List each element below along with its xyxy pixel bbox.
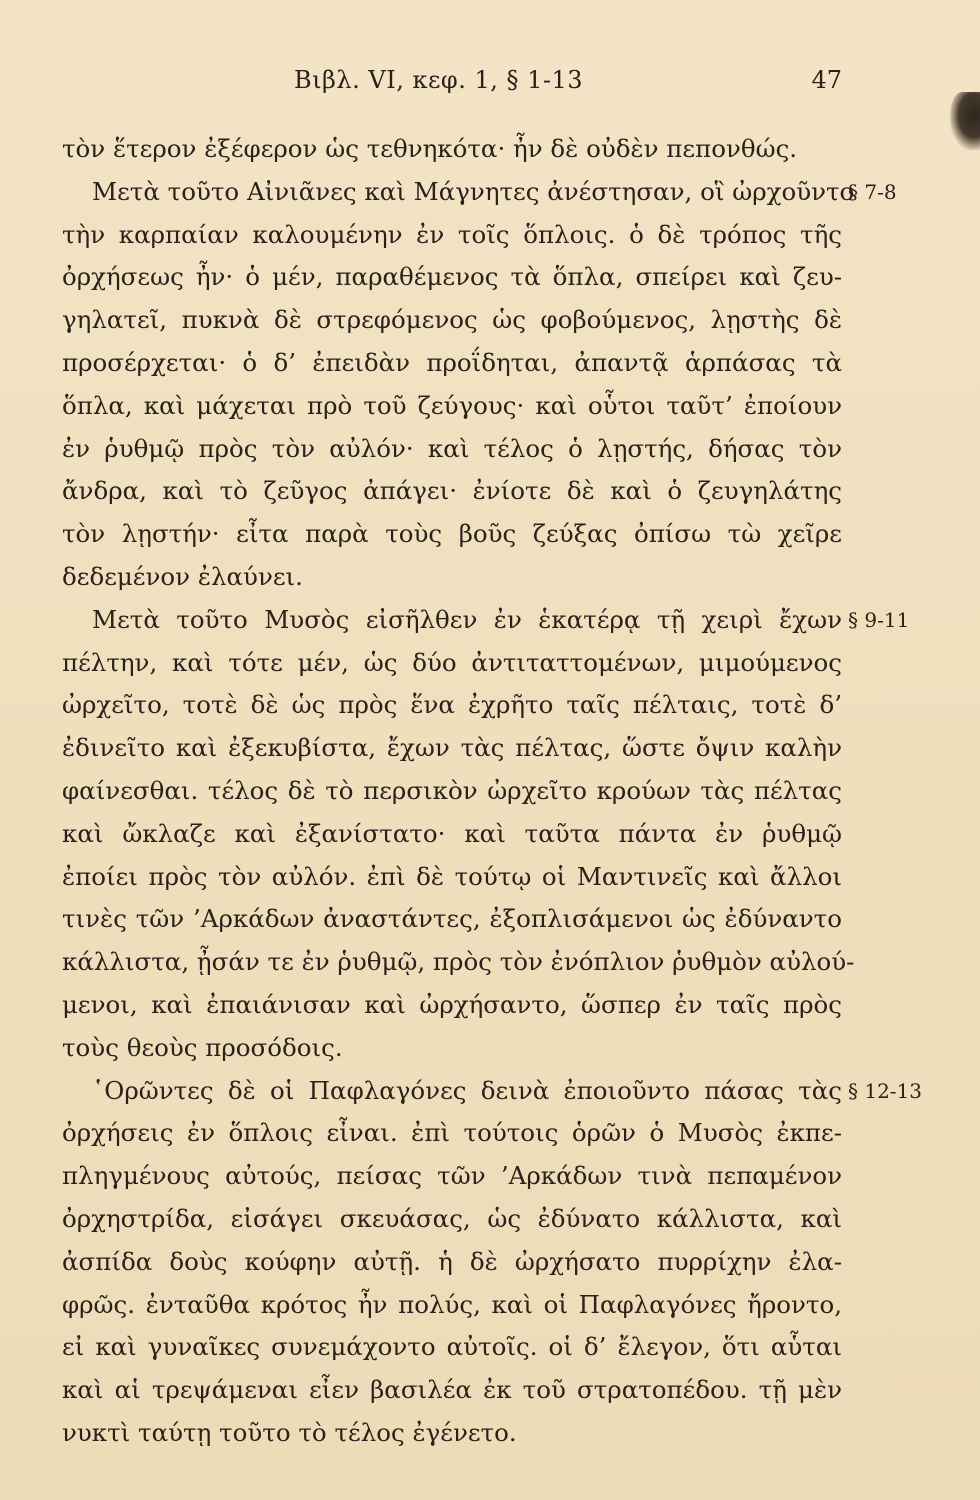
text-line-content: τοὺς θεοὺς προσόδοις.: [62, 1032, 343, 1062]
text-line-content: ἀσπίδα δοὺς κούφην αὐτῇ. ἡ δὲ ὠρχήσατο πυρρίχην ἐλα-: [62, 1246, 842, 1276]
text-line-content: ἐν ῥυθμῷ πρὸς τὸν αὐλόν· καὶ τέλος ὁ λῃστής, δήσας τὸν: [62, 433, 842, 463]
text-line: [62, 428, 842, 471]
text-line-content: μενοι, καὶ ἐπαιάνισαν καὶ ὠρχήσαντο, ὥσπερ ἐν ταῖς πρὸς: [62, 989, 842, 1019]
text-line-content: Μετὰ τοῦτο Αἰνιᾶνες καὶ Μάγνητες ἀνέστησαν, οἳ ὠρχοῦντο: [92, 176, 855, 206]
text-line-content: ῾Ορῶντες δὲ οἱ Παφλαγόνες δεινὰ ἐποιοῦντο πάσας τὰς: [92, 1075, 842, 1105]
text-line: [62, 1241, 842, 1284]
text-line: [62, 1326, 842, 1369]
section-reference: § 12-13: [848, 1078, 923, 1103]
page-header: [62, 66, 842, 106]
text-line-content: Μετὰ τοῦτο Μυσὸς εἰσῆλθεν ἐν ἑκατέρᾳ τῇ χειρὶ ἔχων: [92, 604, 842, 634]
text-line-content: εἰ καὶ γυναῖκες συνεμάχοντο αὐτοῖς. οἱ δ’ ἔλεγον, ὅτι αὗται: [62, 1332, 842, 1362]
text-line: [62, 1412, 842, 1455]
section-reference: § 7-8: [848, 179, 897, 204]
text-line-content: τὸν λῃστήν· εἶτα παρὰ τοὺς βοῦς ζεύξας ὀπίσω τὼ χεῖρε: [62, 519, 842, 549]
text-line: [62, 1155, 842, 1198]
text-line: [62, 856, 842, 899]
text-line: [62, 128, 842, 171]
body-text: [62, 128, 923, 1455]
text-line: [62, 1070, 923, 1113]
text-line-content: ὀρχήσεις ἐν ὅπλοις εἶναι. ἐπὶ τούτοις ὁρῶν ὁ Μυσὸς ἐκπε-: [62, 1118, 842, 1148]
text-line-content: τὸν ἕτερον ἐξέφερον ὡς τεθνηκότα· ἦν δὲ οὐδὲν πεπονθώς.: [62, 134, 798, 163]
text-line-content: τὴν καρπαίαν καλουμένην ἐν τοῖς ὅπλοις. ὁ δὲ τρόπος τῆς: [62, 219, 842, 249]
page-number: 47: [811, 66, 842, 94]
text-line-content: πληγμένους αὐτούς, πείσας τῶν ’Αρκάδων τινὰ πεπαμένον: [62, 1161, 842, 1191]
section-reference: § 9-11: [848, 607, 910, 632]
text-line-content: γηλατεῖ, πυκνὰ δὲ στρεφόμενος ὡς φοβούμενος, λῃστὴς δὲ: [62, 305, 842, 335]
text-line-content: ὀρχήσεως ἦν· ὁ μέν, παραθέμενος τὰ ὅπλα, σπείρει καὶ ζευ-: [62, 262, 842, 292]
text-line: [62, 1284, 842, 1327]
text-line-content: ὀρχηστρίδα, εἰσάγει σκευάσας, ὡς ἐδύνατο κάλλιστα, καὶ: [62, 1203, 842, 1233]
text-line-content: ὅπλα, καὶ μάχεται πρὸ τοῦ ζεύγους· καὶ οὗτοι ταῦτ’ ἐποίουν: [62, 390, 842, 420]
text-line-content: φρῶς. ἐνταῦθα κρότος ἦν πολύς, καὶ οἱ Παφλαγόνες ἤροντο,: [62, 1289, 842, 1319]
text-line: [62, 941, 855, 984]
text-line: [62, 1027, 842, 1070]
text-line: [62, 385, 842, 428]
text-line-content: ὠρχεῖτο, τοτὲ δὲ ὡς πρὸς ἕνα ἐχρῆτο ταῖς πέλταις, τοτὲ δ’: [62, 690, 842, 720]
text-line: [62, 1112, 842, 1155]
page-stain: [950, 92, 980, 150]
text-line-content: προσέρχεται· ὁ δ’ ἐπειδὰν προΐδηται, ἀπαντᾷ ἁρπάσας τὰ: [62, 347, 842, 377]
text-line-content: νυκτὶ ταύτῃ τοῦτο τὸ τέλος ἐγένετο.: [62, 1417, 517, 1447]
text-line-content: φαίνεσθαι. τέλος δὲ τὸ περσικὸν ὠρχεῖτο κρούων τὰς πέλτας: [62, 775, 842, 805]
text-line: [62, 770, 842, 813]
text-line: [62, 256, 842, 299]
text-line: [62, 171, 897, 214]
text-line: [62, 214, 842, 257]
running-title: Βιβλ. VI, κεφ. 1, § 1-13: [294, 66, 584, 94]
text-line: [62, 984, 842, 1027]
text-line-content: κάλλιστα, ᾖσάν τε ἐν ῥυθμῷ, πρὸς τὸν ἐνόπλιον ῥυθμὸν αὐλού-: [62, 947, 855, 977]
text-line: [62, 470, 842, 513]
text-line-content: ἐδινεῖτο καὶ ἐξεκυβίστα, ἔχων τὰς πέλτας, ὥστε ὄψιν καλὴν: [62, 733, 842, 763]
text-line-content: πέλτην, καὶ τότε μέν, ὡς δύο ἀντιταττομένων, μιμούμενος: [62, 647, 842, 677]
text-line: [62, 513, 842, 556]
text-line: [62, 684, 842, 727]
text-line-content: καὶ αἱ τρεψάμεναι εἶεν βασιλέα ἐκ τοῦ στρατοπέδου. τῇ μὲν: [62, 1375, 842, 1405]
text-line: [62, 642, 842, 685]
text-line-content: ἐποίει πρὸς τὸν αὐλόν. ἐπὶ δὲ τούτῳ οἱ Μαντινεῖς καὶ ἄλλοι: [62, 861, 842, 891]
text-line: [62, 1198, 842, 1241]
text-line: [62, 813, 842, 856]
text-line-content: καὶ ὤκλαζε καὶ ἐξανίστατο· καὶ ταῦτα πάντα ἐν ῥυθμῷ: [62, 818, 842, 848]
text-line-content: ἄνδρα, καὶ τὸ ζεῦγος ἀπάγει· ἐνίοτε δὲ καὶ ὁ ζευγηλάτης: [62, 476, 842, 506]
text-line: [62, 599, 910, 642]
text-line-content: τινὲς τῶν ’Αρκάδων ἀναστάντες, ἐξοπλισάμενοι ὡς ἐδύναντο: [62, 904, 842, 934]
text-line-content: δεδεμένον ἐλαύνει.: [62, 561, 303, 591]
text-line: [62, 342, 842, 385]
text-line: [62, 556, 842, 599]
text-line: [62, 727, 842, 770]
text-line: [62, 299, 842, 342]
text-line: [62, 898, 842, 941]
text-line: [62, 1369, 842, 1412]
